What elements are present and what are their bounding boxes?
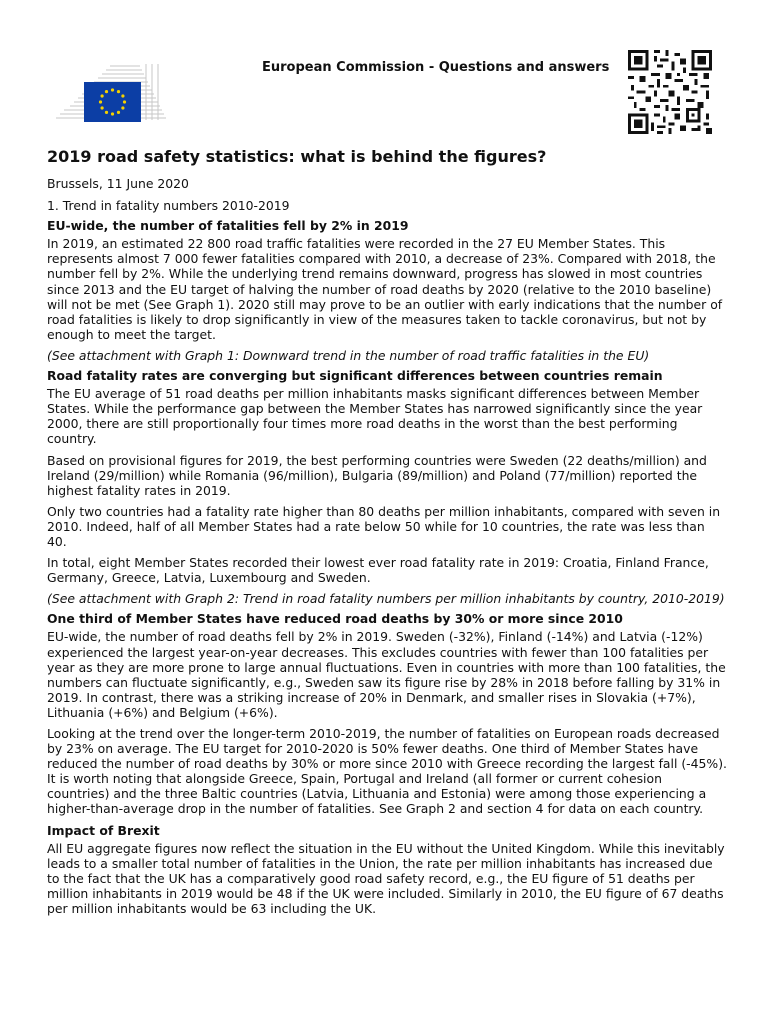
paragraph: The EU average of 51 road deaths per million inhabitants masks significant differences between Member States. While the performance gap between the Member States has narrowed significantly since the year 2000, there are still proportionally four times more road deaths in the worst than the best performing country. — [47, 386, 703, 447]
paragraph: EU-wide, the number of road deaths fell by 2% in 2019. Sweden (-32%), Finland (-14%) and Latvia (-12%) experienced the largest year-on-year decreases. This excludes countries with fewer than 100 fatalities per year as they are more prone to large annual fluctuations. Even in countries with more than 100 fatalities, the numbers can fluctuate significantly, e.g., Sweden saw its figure rise by 28% in 2018 before falling by 31% in 2019. In contrast, there was a striking increase of 20% in Denmark, and smaller rises in Slovakia (+7%), Lithuania (+6%) and Belgium (+6%). — [47, 629, 726, 720]
header-title: European Commission - Questions and answers — [262, 60, 610, 75]
paragraph: In total, eight Member States recorded their lowest ever road fatality rate in 2019: Croatia, Finland France, Germany, Greece, Latvia, Luxembourg and Sweden. — [47, 555, 709, 586]
section-heading: 1. Trend in fatality numbers 2010-2019 — [47, 198, 290, 214]
document-body — [47, 176, 727, 922]
graph-note: (See attachment with Graph 2: Trend in road fatality numbers per million inhabitants by country, 2010-2019) — [47, 591, 725, 607]
document-title: 2019 road safety statistics: what is behind the figures? — [47, 147, 547, 166]
subheading-brexit: Impact of Brexit — [47, 822, 160, 838]
subheading-fatalities-fell: EU-wide, the number of fatalities fell by 2% in 2019 — [47, 218, 409, 234]
paragraph: Only two countries had a fatality rate higher than 80 deaths per million inhabitants, compared with seven in 2010. Indeed, half of all Member States had a rate below 50 while for 10 countries, the rate was less than 40. — [47, 503, 721, 549]
subheading-fatality-rates: Road fatality rates are converging but significant differences between countries remain — [47, 368, 663, 384]
subheading-one-third: One third of Member States have reduced road deaths by 30% or more since 2010 — [47, 611, 623, 627]
graph-note: (See attachment with Graph 1: Downward trend in the number of road traffic fatalities in the EU) — [47, 347, 650, 363]
paragraph: Based on provisional figures for 2019, the best performing countries were Sweden (22 deaths/million) and Ireland (29/million) while Romania (96/million), Bulgaria (89/million) and Poland (77/million) reported the highest fatality rates in 2019. — [47, 452, 707, 498]
dateline: Brussels, 11 June 2020 — [47, 176, 189, 191]
qr-code[interactable] — [627, 50, 713, 134]
paragraph: In 2019, an estimated 22 800 road traffic fatalities were recorded in the 27 EU Member States. This represents almost 7 000 fewer fatalities compared with 2010, a decrease of 23%. Compared with 2018, the number fell by 2%. While the underlying trend remains downward, progress has slowed in most countries since 2013 and the EU target of halving the number of road deaths by 2020 (relative to the 2010 baseline) will not be met (See Graph 1). 2020 still may prove to be an outlier with early indications that the number of road fatalities is likely to drop significantly in view of the measures taken to tackle coronavirus, but not by enough to meet the target. — [47, 236, 723, 342]
paragraph: All EU aggregate figures now reflect the situation in the EU without the United Kingdom. While this inevitably leads to a smaller total number of fatalities in the Union, the rate per million inhabitants has increased due to the fact that the UK has a comparatively good road safety record, e.g., the EU figure of 51 deaths per million inhabitants in 2019 would be 48 if the UK were included. Similarly in 2010, the EU figure of 67 deaths per million inhabitants would be 63 including the UK. — [47, 840, 725, 917]
paragraph: Looking at the trend over the longer-term 2010-2019, the number of fatalities on European roads decreased by 23% on average. The EU target for 2010-2020 is 50% fewer deaths. One third of Member States have reduced the number of road deaths by 30% or more since 2010 with Greece recording the largest fall (-45%). It is worth noting that alongside Greece, Spain, Portugal and Ireland (all former or current cohesion countries) and the three Baltic countries (Latvia, Lithuania and Estonia) were among those experiencing a higher-than-average drop in the number of fatalities. See Graph 2 and section 4 for data on each country. — [47, 726, 727, 817]
european-commission-logo — [56, 60, 166, 126]
